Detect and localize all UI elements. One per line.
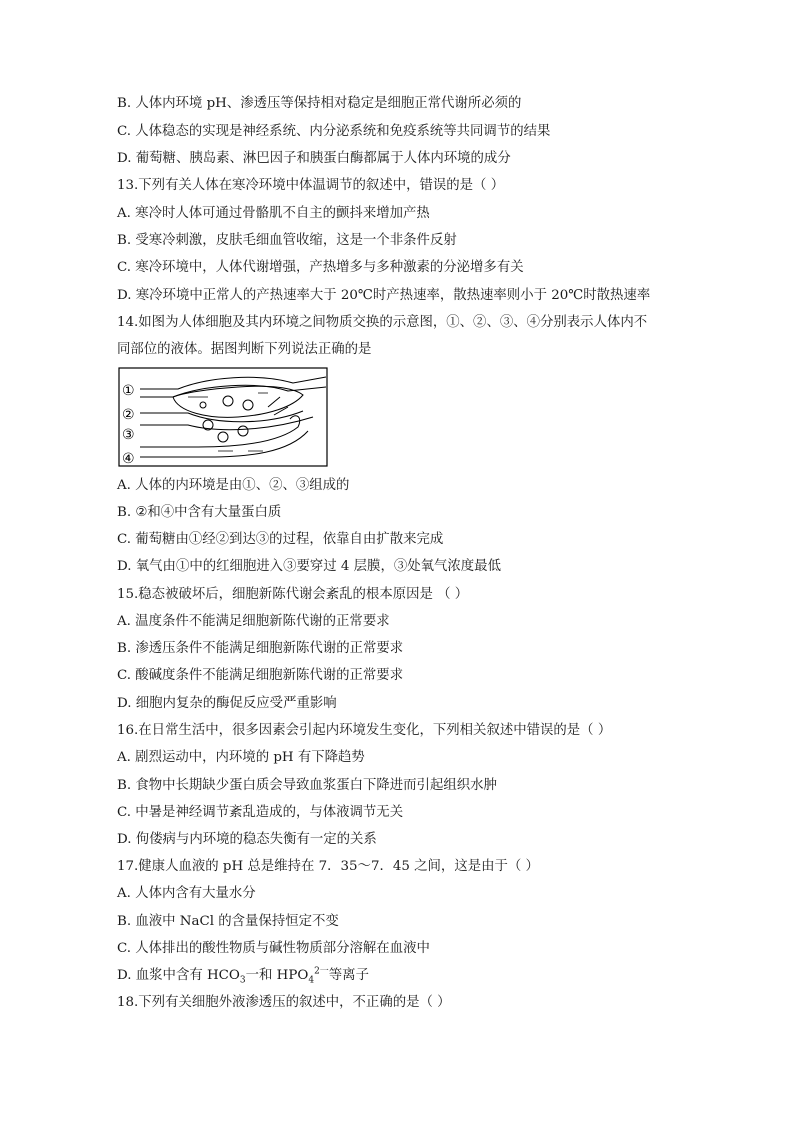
question-17-stem: 17.健康人血液的 pH 总是维持在 7．35～7．45 之间，这是由于（ ）: [117, 859, 539, 874]
diagram-label-2: ②: [122, 407, 135, 423]
question-14-option-d: D. 氧气由①中的红细胞进入③要穿过 4 层膜，③处氧气浓度最低: [117, 559, 501, 574]
exchange-diagram: [118, 367, 328, 467]
question-13-option-b: B. 受寒冷刺激，皮肤毛细血管收缩，这是一个非条件反射: [117, 233, 457, 248]
question-15-stem: 15.稳态被破坏后，细胞新陈代谢会紊乱的根本原因是 （ ）: [117, 587, 469, 602]
diagram-label-1: ①: [122, 383, 135, 399]
ion-suffix: 等离子: [328, 968, 369, 983]
text-line-3: D. 葡萄糖、胰岛素、淋巴因子和胰蛋白酶都属于人体内环境的成分: [117, 151, 511, 166]
diagram-label-3: ③: [122, 427, 135, 443]
ion-sub-2: 4: [308, 975, 315, 986]
question-15-option-c: C. 酸碱度条件不能满足细胞新陈代谢的正常要求: [117, 668, 404, 683]
question-17-option-a: A. 人体内含有大量水分: [117, 886, 256, 901]
question-17-option-c: C. 人体排出的酸性物质与碱性物质部分溶解在血液中: [117, 941, 430, 956]
question-16-stem: 16.在日常生活中，很多因素会引起内环境发生变化，下列相关叙述中错误的是（ ）: [117, 723, 612, 738]
question-17-option-d: [117, 967, 369, 985]
question-15-option-d: D. 细胞内复杂的酶促反应受严重影响: [117, 696, 337, 711]
diagram-label-4: ④: [122, 451, 135, 467]
question-18-stem: 18.下列有关细胞外液渗透压的叙述中，不正确的是（ ）: [117, 995, 451, 1010]
question-13-option-a: A. 寒冷时人体可通过骨骼肌不自主的颤抖来增加产热: [117, 206, 430, 221]
text-line-1: B. 人体内环境 pH、渗透压等保持相对稳定是细胞正常代谢所必须的: [117, 96, 522, 111]
text-line-2: C. 人体稳态的实现是神经系统、内分泌系统和免疫系统等共同调节的结果: [117, 124, 551, 139]
question-14-stem: 14.如图为人体细胞及其内环境之间物质交换的示意图，①、②、③、④分别表示人体内不: [117, 315, 648, 330]
question-14-option-b: B. ②和④中含有大量蛋白质: [117, 505, 282, 520]
question-15-option-b: B. 渗透压条件不能满足细胞新陈代谢的正常要求: [117, 641, 404, 656]
question-16-option-d: D. 佝偻病与内环境的稳态失衡有一定的关系: [117, 832, 377, 847]
question-14-stem-cont: 同部位的液体。据图判断下列说法正确的是: [117, 342, 372, 357]
question-14-option-a: A. 人体的内环境是由①、②、③组成的: [117, 478, 350, 493]
question-15-option-a: A. 温度条件不能满足细胞新陈代谢的正常要求: [117, 614, 390, 629]
question-13-stem: 13.下列有关人体在寒冷环境中体温调节的叙述中，错误的是（ ）: [117, 178, 505, 193]
ion-sup-2: 2一: [314, 966, 329, 977]
question-17-option-b: B. 血液中 NaCl 的含量保持恒定不变: [117, 914, 339, 929]
question-16-option-c: C. 中暑是神经调节紊乱造成的，与体液调节无关: [117, 805, 404, 820]
question-14-option-c: C. 葡萄糖由①经②到达③的过程，依靠自由扩散来完成: [117, 532, 444, 547]
ion-sub-1: 3: [239, 975, 246, 986]
ion-prefix: D. 血浆中含有 HCO: [117, 968, 240, 983]
question-13-option-c: C. 寒冷环境中，人体代谢增强，产热增多与多种激素的分泌增多有关: [117, 260, 524, 275]
question-13-option-d: D. 寒冷环境中正常人的产热速率大于 20℃时产热速率，散热速率则小于 20℃时散热速率: [117, 288, 651, 303]
question-16-option-a: A. 剧烈运动中，内环境的 pH 有下降趋势: [117, 750, 365, 765]
ion-mid: 一和 HPO: [245, 968, 309, 983]
question-16-option-b: B. 食物中长期缺少蛋白质会导致血浆蛋白下降进而引起组织水肿: [117, 778, 497, 793]
